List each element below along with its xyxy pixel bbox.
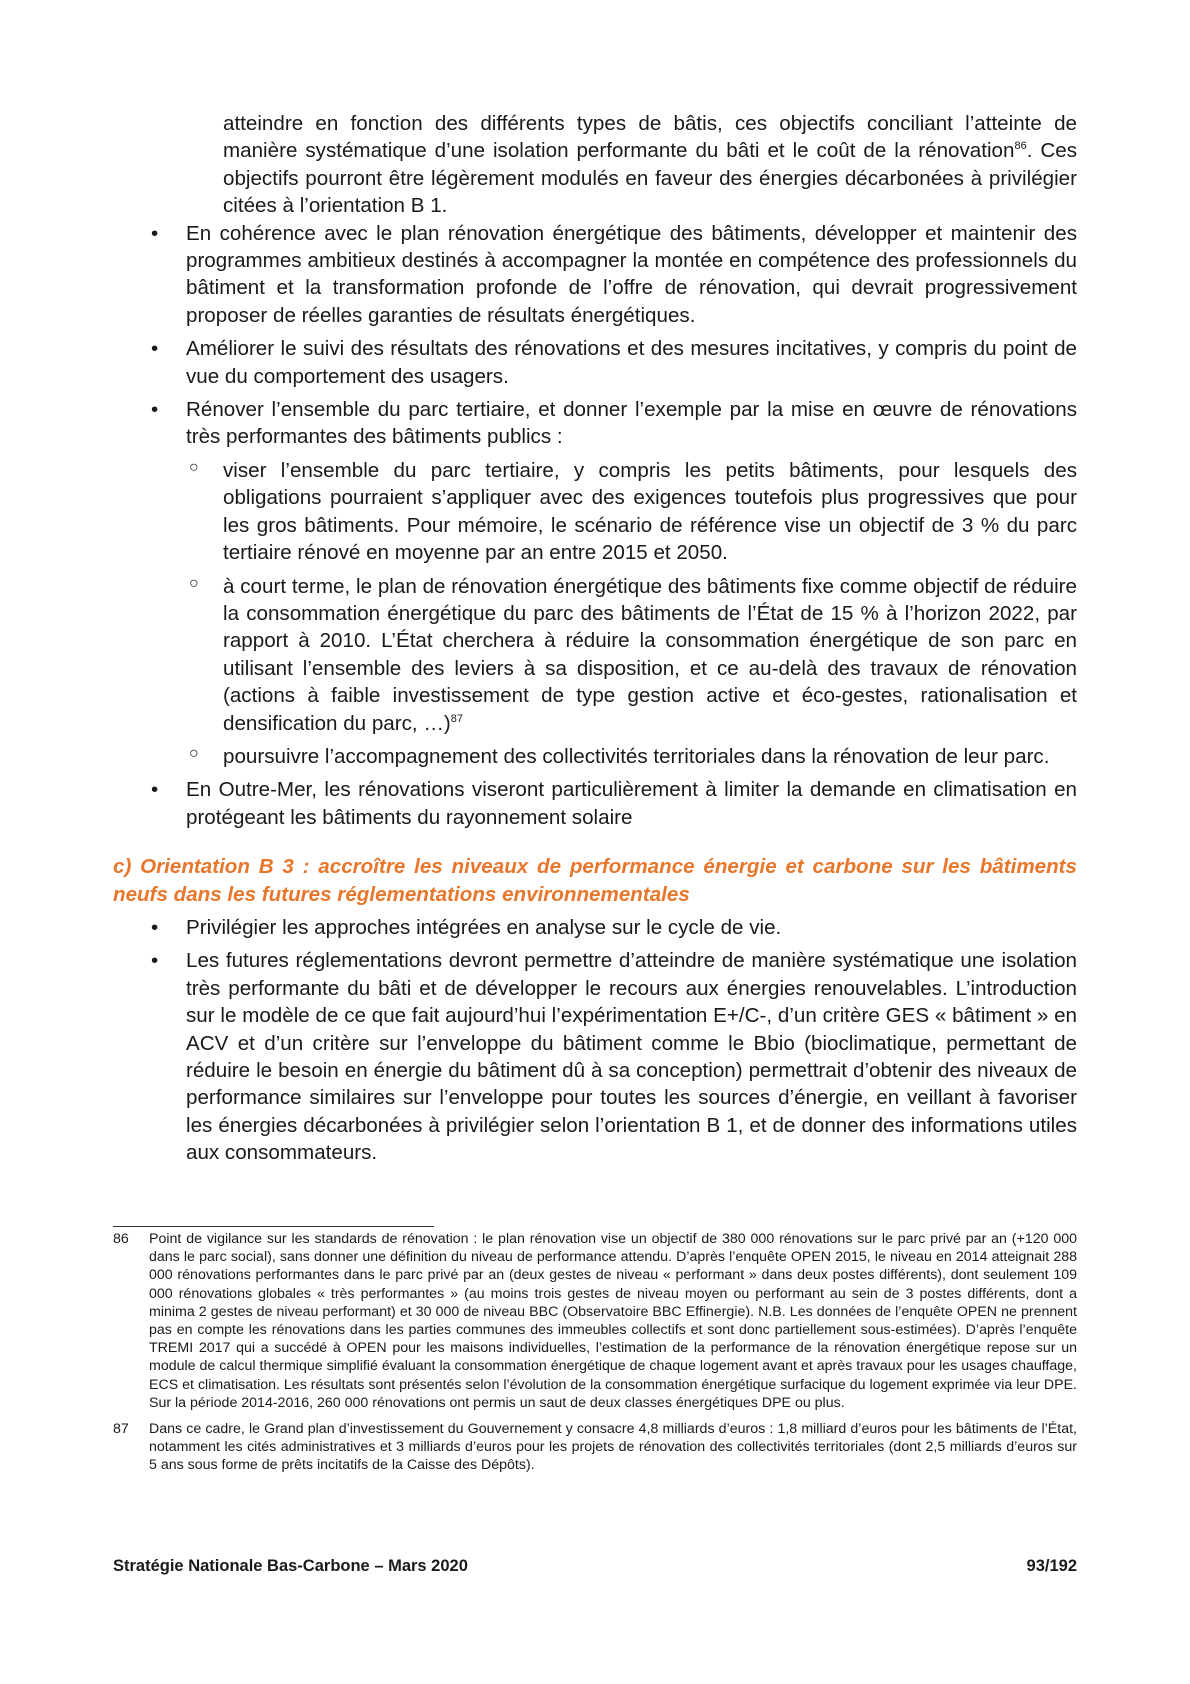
section-heading: c) Orientation B 3 : accroître les niveaux de performance énergie et carbone sur les bâtiments neufs dans les futures réglementations environnementales xyxy=(113,855,1077,906)
footnote-ref[interactable]: 86 xyxy=(1014,140,1027,153)
bullet-marker: • xyxy=(151,778,159,802)
bullet-item xyxy=(151,396,1077,451)
bullet-text: En cohérence avec le plan rénovation énergétique des bâtiments, développer et maintenir des programmes ambitieux destinés à accompagner la montée en compétence des professionnels du bâtiment et la transformation profonde de l’offre de rénovation, qui devrait progressivement proposer de réelles garanties de résultats énergétiques. xyxy=(186,221,1077,327)
footer-title: Stratégie Nationale Bas-Carbone – Mars 2020 xyxy=(113,1557,468,1575)
bullet-text: Rénover l’ensemble du parc tertiaire, et donner l’exemple par la mise en œuvre de rénovations très performantes des bâtiments publics : xyxy=(186,398,1077,449)
page-number: 93/192 xyxy=(1026,1557,1077,1575)
footnote-number: 86 xyxy=(113,1231,129,1247)
bullet-marker: • xyxy=(151,949,159,973)
sub-bullet-text: viser l’ensemble du parc tertiaire, y compris les petits bâtiments, pour lesquels des obligations pourraient s’appliquer avec des exigences toutefois plus progressives que pour les gros bâtiments. Pour mémoire, le scénario de référence vise un objectif de 3 % du parc tertiaire rénové en moyenne par an entre 2015 et 2050. xyxy=(223,458,1077,565)
footnote-text: Point de vigilance sur les standards de rénovation : le plan rénovation vise un objectif de 380 000 rénovations sur le parc privé par an (+120 000 dans le parc social), sans donner une définition du niveau de performance attendu. D’après l’enquête OPEN 2015, le niveau en 2014 atteignait 288 000 rénovations performantes dans le parc privé par an (deux gestes de niveau « performant » dans deux postes différents), dont seulement 109 000 rénovations globales « très performantes » (au moins trois gestes de niveau moyen ou performant au sein de 3 postes différents, dont a minima 2 gestes de niveau performant) et 30 000 de niveau BBC (Observatoire BBC Effinergie). N.B. Les données de l’enquête OPEN ne prennent pas en compte les rénovations dans les parties communes des immeubles collectifs et sont donc partiellement sous-estimées). D’après l’enquête TREMI 2017 qui a succédé à OPEN pour les maisons individuelles, l’estimation de la performance de la rénovation énergétique repose sur un module de calcul thermique simplifié évaluant la consommation énergétique de chaque logement avant et après travaux pour les usages chauffage, ECS et climatisation. Les résultats sont présentés selon l’évolution de la consommation énergétique surfacique du logement exprimée via leur DPE. Sur la période 2014-2016, 260 000 rénovations ont permis un saut de deux classes énergétiques DPE ou plus. xyxy=(149,1231,1077,1411)
footnote-text: Dans ce cadre, le Grand plan d’investissement du Gouvernement y consacre 4,8 milliards d’euros : 1,8 milliard d’euros pour les bâtiments de l’État, notamment les cités administratives et 3 milliards d’euros pour les projets de rénovation des collectivités territoriales (dont 2,5 milliards d’euros sur 5 ans sous forme de prêts incitatifs de la Caisse des Dépôts). xyxy=(149,1421,1077,1474)
sub-bullet-marker: ○ xyxy=(189,574,199,592)
bullet-item xyxy=(151,776,1077,831)
main-content xyxy=(0,110,1190,1173)
footnotes xyxy=(113,1230,1077,1483)
continuation-text: atteindre en fonction des différents types de bâtis, ces objectifs conciliant l’atteinte de manière systématique d’une isolation performante du bâti et le coût de la rénovation xyxy=(223,112,1077,163)
continuation-text-2: . Ces objectifs pourront être légèrement modulés en faveur des énergies décarbonées à privilégier citées à l’orientation B 1. xyxy=(223,139,1077,218)
footnote-divider xyxy=(113,1226,434,1227)
footnote-number: 87 xyxy=(113,1421,129,1438)
sub-bullet-item xyxy=(189,743,1077,770)
bullet-text: En Outre-Mer, les rénovations viseront particulièrement à limiter la demande en climatisation en protégeant les bâtiments du rayonnement solaire xyxy=(186,778,1077,829)
footnote-ref[interactable]: 87 xyxy=(450,712,464,725)
bullet-item xyxy=(151,947,1077,1166)
sub-bullet-marker: ○ xyxy=(189,458,199,476)
continuation-paragraph xyxy=(223,110,1077,220)
sub-bullet-item xyxy=(189,573,1077,737)
bullet-item xyxy=(151,335,1077,390)
page-footer xyxy=(113,1557,1077,1576)
sub-bullet-marker: ○ xyxy=(189,744,199,762)
footnote xyxy=(113,1230,1077,1412)
bullet-text: Privilégier les approches intégrées en analyse sur le cycle de vie. xyxy=(186,915,782,939)
bullet-text: Les futures réglementations devront permettre d’atteindre de manière systématique une isolation très performante du bâti et de développer le recours aux énergies renouvelables. L’introduction sur le modèle de ce que fait aujourd’hui l’expérimentation E+/C-, d’un critère GES « bâtiment » en ACV et d’un critère sur l’enveloppe du bâtiment comme le Bbio (bioclimatique, permettant de réduire le besoin en énergie du bâtiment dû à sa conception) permettrait d’obtenir des niveaux de performance similaires sur l’enveloppe pour toutes les sources d’énergie, en veillant à favoriser les énergies décarbonées à privilégier selon l’orientation B 1, et de donner des informations utiles aux consommateurs. xyxy=(186,949,1077,1165)
bullet-marker: • xyxy=(151,221,159,245)
bullet-marker: • xyxy=(151,915,159,939)
bullet-marker: • xyxy=(151,337,159,361)
bullet-text: Améliorer le suivi des résultats des rénovations et des mesures incitatives, y compris du point de vue du comportement des usagers. xyxy=(186,337,1077,388)
sub-bullet-text: à court terme, le plan de rénovation énergétique des bâtiments fixe comme objectif de réduire la consommation énergétique du parc des bâtiments de l’État de 15 % à l’horizon 2022, par rapport à 2010. L’État cherchera à réduire la consommation énergétique de son parc en utilisant l’ensemble des leviers à sa disposition, et ce au-delà des travaux de rénovation (actions à faible investissement de type gestion active et éco-gestes, rationalisation et densification du parc, …) xyxy=(223,574,1077,735)
sub-bullet-item xyxy=(189,457,1077,567)
footnote xyxy=(113,1420,1077,1475)
bullet-item xyxy=(151,914,1077,941)
bullet-marker: • xyxy=(151,398,159,422)
sub-bullet-text: poursuivre l’accompagnement des collectivités territoriales dans la rénovation de leur parc. xyxy=(223,744,1050,768)
bullet-item xyxy=(151,220,1077,330)
